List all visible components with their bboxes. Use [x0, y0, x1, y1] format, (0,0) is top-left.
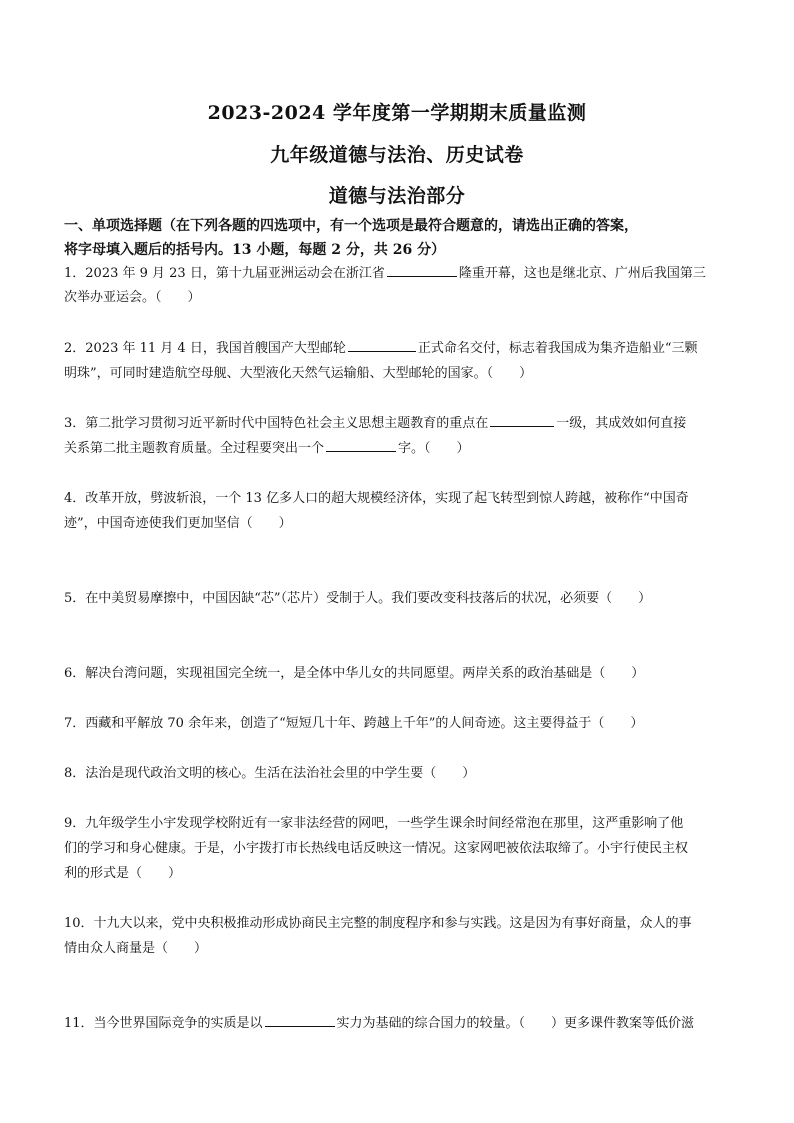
question-9-stem: 9．九年级学生小宇发现学校附近有一家非法经营的网吧，一些学生课余时间经常泡在那里，这严重影响了他 [64, 816, 684, 831]
instructions-line-2: 将字母填入题后的括号内。13 小题，每题 2 分，共 26 分） [64, 242, 446, 258]
question-9-stem-cont: 们的学习和身心健康。于是，小宇拨打市长热线电话反映这一情况。这家网吧被依法取缔了。小宇行使民主权 [64, 841, 689, 856]
section-heading: 道德与法治部分 [328, 185, 466, 207]
question-1-stem: 1．2023 年 9 月 23 日，第十九届亚洲运动会在浙江省 隆重开幕，这也是继北京、广州后我国第三 [64, 266, 706, 281]
question-4-stem-cont: 迹”，中国奇迹使我们更加坚信（ ） [64, 516, 292, 531]
question-4-stem: 4．改革开放，劈波斩浪，一个 13 亿多人口的超大规模经济体，实现了起飞转型到惊人跨越，被称作“中国奇 [64, 491, 689, 506]
exam-title: 2023-2024 学年度第一学期期末质量监测 [207, 102, 587, 124]
question-9-stem-cont-2: 利的形式是（ ） [64, 866, 182, 881]
instructions-line-1: 一、单项选择题（在下列各题的四选项中，有一个选项是最符合题意的，请选出正确的答案， [64, 218, 638, 234]
answer-blank [265, 1014, 335, 1027]
question-6-stem: 6．解决台湾问题，实现祖国完全统一，是全体中华儿女的共同愿望。两岸关系的政治基础是（ ） [64, 666, 645, 681]
answer-blank [490, 414, 554, 427]
question-7-stem: 7．西藏和平解放 70 余年来，创造了“短短几十年、跨越上千年”的人间奇迹。这主要得益于（ ） [64, 716, 644, 731]
answer-blank [348, 339, 416, 352]
question-1-stem-cont: 次举办亚运会。（ ） [64, 290, 201, 305]
question-3-stem: 3．第二批学习贯彻习近平新时代中国特色社会主义思想主题教育的重点在 一级，其成效如何直接 [64, 416, 687, 431]
question-11-stem: 11．当今世界国际竞争的实质是以 实力为基础的综合国力的较量。（ ）更多课件教案等低价滋 [64, 1016, 695, 1031]
question-5-stem: 5．在中美贸易摩擦中，中国因缺“芯”（芯片）受制于人。我们要改变科技落后的状况，必须要（ ） [64, 591, 652, 606]
question-2-stem: 2．2023 年 11 月 4 日，我国首艘国产大型邮轮 正式命名交付，标志着我国成为集齐造船业“三颗 [64, 341, 698, 356]
question-10-stem: 10．十九大以来，党中央积极推动形成协商民主完整的制度程序和参与实践。这是因为有事好商量，众人的事 [64, 916, 692, 931]
question-2-stem-cont: 明珠”，可同时建造航空母舰、大型液化天然气运输船、大型邮轮的国家。（ ） [64, 366, 533, 381]
answer-blank [387, 264, 457, 277]
answer-blank [326, 439, 396, 452]
question-3-stem-cont: 关系第二批主题教育质量。全过程要突出一个 字。（ ） [64, 441, 470, 456]
exam-subtitle: 九年级道德与法治、历史试卷 [270, 144, 524, 166]
question-8-stem: 8．法治是现代政治文明的核心。生活在法治社会里的中学生要（ ） [64, 766, 476, 781]
question-10-stem-cont: 情由众人商量是（ ） [64, 941, 208, 956]
